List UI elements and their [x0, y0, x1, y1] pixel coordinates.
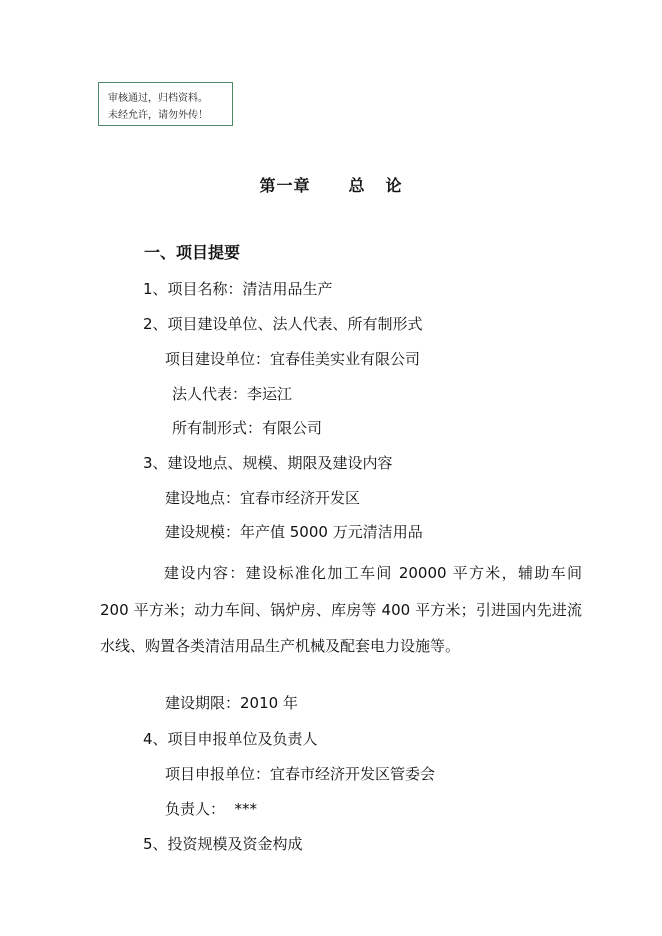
stamp-line-2: 未经允许，请勿外传！ [108, 110, 208, 121]
item-2-builder: 项目建设单位：宜春佳美实业有限公司 [165, 350, 421, 368]
item-1-project-name: 1、项目名称：清洁用品生产 [143, 280, 333, 298]
item-2-heading: 2、项目建设单位、法人代表、所有制形式 [143, 315, 423, 333]
chapter-title [0, 173, 662, 196]
section-heading: 一、项目提要 [144, 243, 241, 262]
chapter-number: 第一章 [259, 176, 311, 195]
item-4-applicant: 项目申报单位：宜春市经济开发区管委会 [165, 765, 436, 783]
item-3-content: 建设内容：建设标准化加工车间 20000 平方米，辅助车间 200 平方米；动力车间、锅炉房、库房等 400 平方米；引进国内先进流水线、购置各类清洁用品生产机械及配套电力设施等。 [100, 564, 582, 655]
item-3-heading: 3、建设地点、规模、期限及建设内容 [143, 454, 393, 472]
chapter-word-2: 论 [385, 176, 403, 195]
approval-stamp [98, 82, 233, 126]
item-3-period: 建设期限：2010 年 [165, 694, 298, 712]
item-4-heading: 4、项目申报单位及负责人 [143, 730, 318, 748]
item-4-responsible-person: 负责人： *** [165, 800, 258, 818]
stamp-line-1: 审核通过，归档资料。 [108, 93, 208, 104]
item-3-scale: 建设规模：年产值 5000 万元清洁用品 [165, 523, 423, 541]
item-2-ownership: 所有制形式：有限公司 [172, 419, 323, 437]
item-5-heading: 5、投资规模及资金构成 [143, 835, 303, 853]
item-3-location: 建设地点：宜春市经济开发区 [165, 489, 361, 507]
item-2-legal-rep: 法人代表：李运江 [172, 385, 293, 403]
chapter-word-1: 总 [348, 176, 366, 195]
